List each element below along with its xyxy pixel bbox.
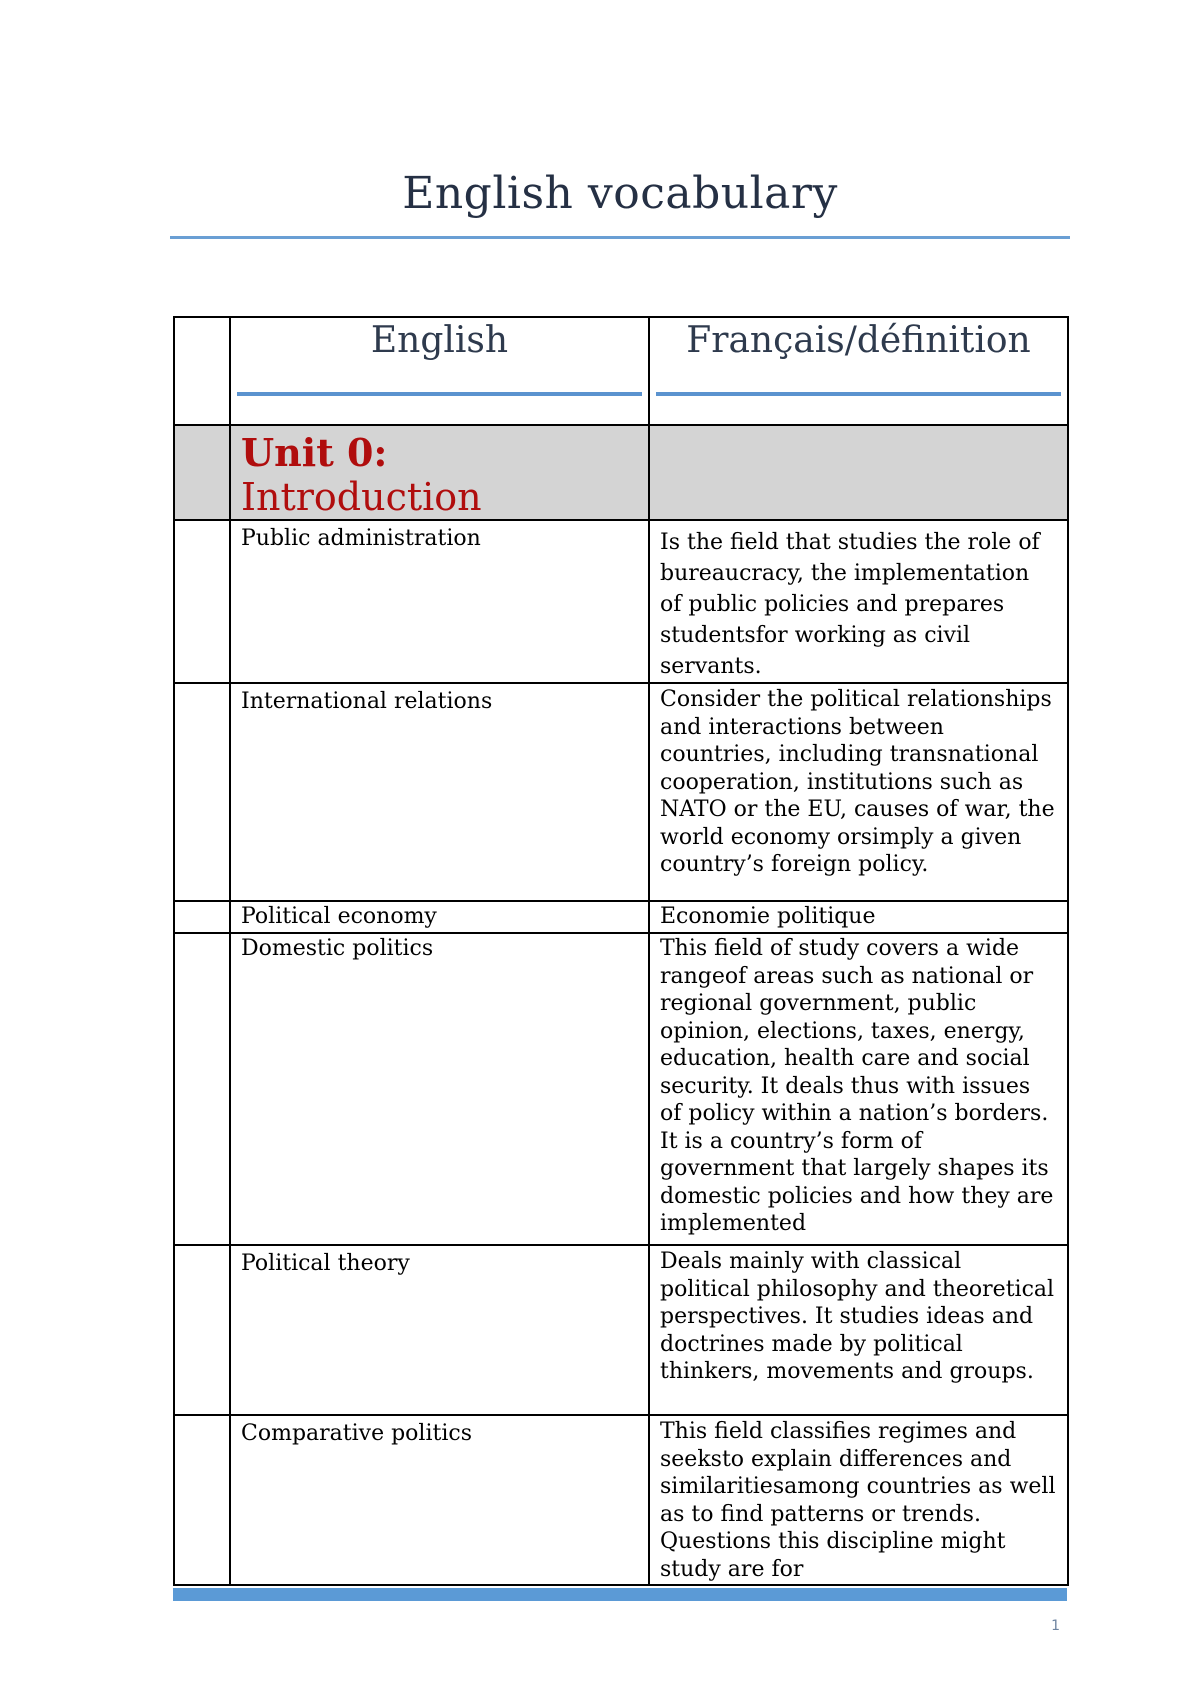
definition-cell <box>649 933 1068 1245</box>
term: International relations <box>241 689 493 714</box>
definition: Economie politique <box>660 904 876 929</box>
index-column-cell <box>174 1415 230 1585</box>
term-cell <box>230 933 649 1245</box>
definition: This field classifies regimes and seeksto explain differences and similaritiesamong countries as well as to find patterns or trends. Questions this discipline might study are for <box>660 1419 1056 1582</box>
header-underline <box>237 392 642 396</box>
footer-bar <box>173 1588 1067 1601</box>
term: Political economy <box>241 904 437 929</box>
term: Political theory <box>241 1251 410 1276</box>
header-english <box>230 317 649 425</box>
table-row <box>174 933 1068 1245</box>
definition: This field of study covers a wide rangeof areas such as national or regional government, public opinion, elections, taxes, energy, education, health care and social security. It deals thus with issues of policy within a nation’s borders. It is a country’s form of government that largely shapes its domestic policies and how they are implemented <box>660 936 1054 1236</box>
term: Domestic politics <box>241 936 434 961</box>
unit-title-number: Unit 0: <box>241 430 388 475</box>
header-row <box>174 317 1068 425</box>
index-column-cell <box>174 683 230 901</box>
definition: Consider the political relationships and interactions between countries, including transnational cooperation, institutions such as NATO or the EU, causes of war, the world economy orsimply a given country’s foreign policy. <box>660 687 1055 877</box>
unit-title <box>231 426 648 519</box>
table-row <box>174 901 1068 933</box>
term-cell <box>230 1245 649 1415</box>
term-cell <box>230 1415 649 1585</box>
index-column-cell <box>174 901 230 933</box>
header-french <box>649 317 1068 425</box>
term: Comparative politics <box>241 1421 472 1446</box>
table-row <box>174 1245 1068 1415</box>
index-column-cell <box>174 520 230 683</box>
index-column-cell <box>174 933 230 1245</box>
term-cell <box>230 683 649 901</box>
unit-title-cell <box>230 425 649 520</box>
index-column-cell <box>174 1245 230 1415</box>
table-row <box>174 1415 1068 1585</box>
definition: Deals mainly with classical political philosophy and theoretical perspectives. It studies ideas and doctrines made by political thinkers, movements and groups. <box>660 1249 1055 1384</box>
definition: Is the field that studies the role of bureaucracy, the implementation of public policies and prepares studentsfor working as civil servants. <box>660 530 1040 679</box>
unit-heading-row <box>174 425 1068 520</box>
table-row <box>174 520 1068 683</box>
header-english-label: English <box>370 320 509 361</box>
term-cell <box>230 901 649 933</box>
table-row <box>174 683 1068 901</box>
definition-cell <box>649 901 1068 933</box>
document-title: English vocabulary <box>402 168 838 219</box>
unit-empty-cell <box>649 425 1068 520</box>
header-french-label: Français/définition <box>686 320 1031 361</box>
definition-cell <box>649 1245 1068 1415</box>
definition-cell <box>649 520 1068 683</box>
vocabulary-table <box>173 316 1069 1586</box>
unit-title-name: Introduction <box>241 475 482 519</box>
header-underline <box>656 392 1061 396</box>
index-column-cell <box>174 425 230 520</box>
term-cell <box>230 520 649 683</box>
definition-cell <box>649 683 1068 901</box>
term: Public administration <box>241 526 481 551</box>
page-number: 1 <box>1051 1618 1060 1634</box>
definition-cell <box>649 1415 1068 1585</box>
index-column-cell <box>174 317 230 425</box>
title-underline <box>170 236 1070 239</box>
